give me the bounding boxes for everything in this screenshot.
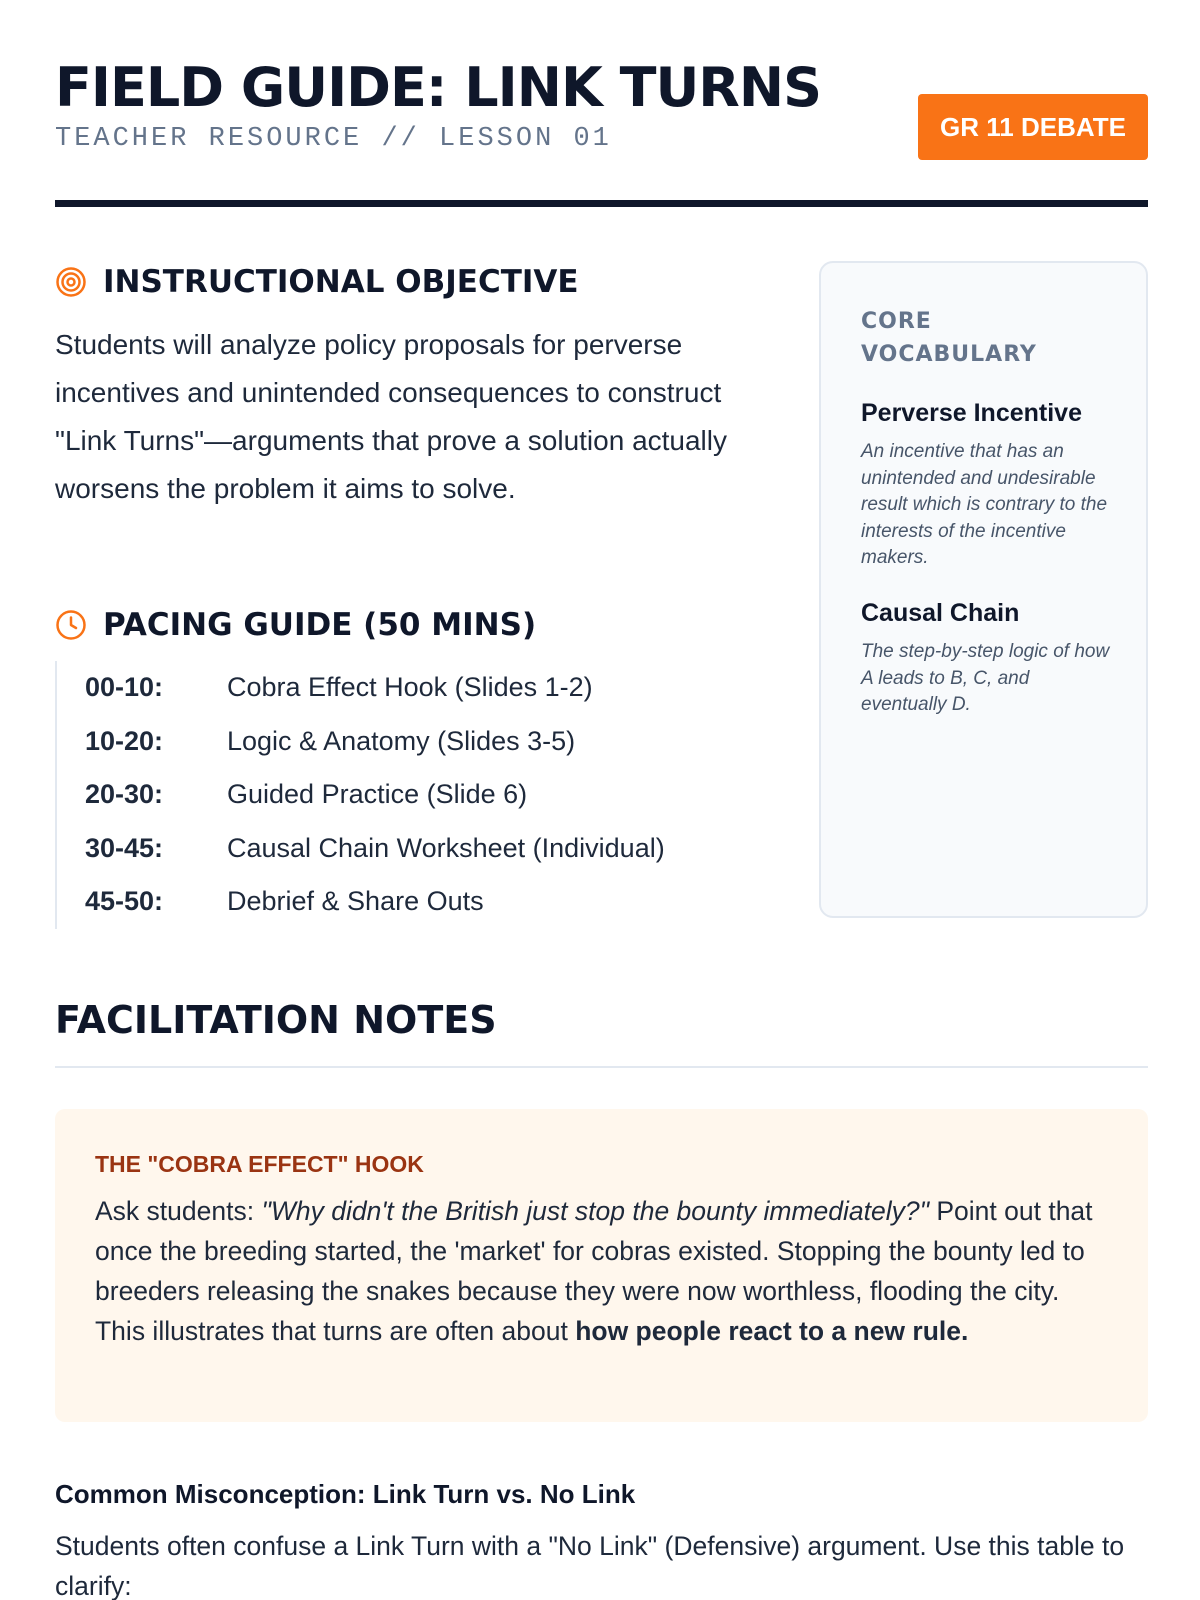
clock-icon [55,609,87,641]
pacing-list [55,661,775,929]
pacing-row [57,715,775,769]
pacing-heading-text: PACING GUIDE (50 MINS) [103,607,537,643]
pacing-row [57,661,775,715]
vocab-definition: The step-by-step logic of how A leads to B, C, and eventually D. [861,641,1110,715]
vocabulary-heading: CORE VOCABULARY [861,309,1037,367]
pacing-time: 10-20: [85,725,164,756]
page-subtitle: TEACHER RESOURCE // LESSON 01 [55,124,612,154]
misconception-text: Students often confuse a Link Turn with a "No Link" (Defensive) argument. Use this table to clarify: [55,1531,1125,1600]
callout-emphasis: how people react to a new rule. [575,1316,969,1346]
pacing-time: 30-45: [85,832,164,863]
vocab-definition: An incentive that has an unintended and undesirable result which is contrary to the interests of the incentive makers. [861,441,1108,568]
pacing-time: 20-30: [85,779,164,810]
notes-divider [55,1066,1148,1068]
vocab-term-perverse-incentive: Perverse Incentive [861,399,1082,427]
header-divider [55,200,1148,207]
pacing-desc: Guided Practice (Slide 6) [227,779,528,810]
pacing-time: 00-10: [85,672,164,703]
pacing-time: 45-50: [85,886,164,917]
cobra-effect-callout [55,1109,1148,1422]
page-title: FIELD GUIDE: LINK TURNS [55,56,821,119]
objective-text: Students will analyze policy proposals for perverse incentives and unintended consequences to construct "Link Turns"—arguments that prove a solution actually worsens the problem it aims to solve. [55,329,727,504]
callout-body: Point out that once the breeding started, the 'market' for cobras existed. Stopping the bounty led to breeders releasing the snakes because they were now worthless, flooding the city. This illustrates that turns are often about [95,1196,1093,1346]
callout-text [95,1191,1115,1351]
facilitation-notes-heading: FACILITATION NOTES [55,998,497,1042]
misconception-heading: Common Misconception: Link Turn vs. No Link [55,1479,636,1509]
pacing-desc: Logic & Anatomy (Slides 3-5) [227,725,576,756]
grade-badge: GR 11 DEBATE [918,94,1148,160]
objective-heading [55,264,579,300]
pacing-desc: Cobra Effect Hook (Slides 1-2) [227,672,593,703]
pacing-desc: Debrief & Share Outs [227,886,484,917]
target-icon [55,266,87,298]
vocab-term-causal-chain: Causal Chain [861,599,1020,627]
pacing-row [57,822,775,876]
objective-heading-text: INSTRUCTIONAL OBJECTIVE [103,264,579,300]
pacing-heading [55,607,536,643]
pacing-row [57,768,775,822]
pacing-row [57,875,775,929]
vocabulary-card [819,261,1148,918]
header [55,55,1148,207]
callout-quote: "Why didn't the British just stop the bounty immediately?" [261,1196,929,1226]
callout-heading: THE "COBRA EFFECT" HOOK [95,1151,424,1177]
callout-lead: Ask students: [95,1196,262,1226]
pacing-desc: Causal Chain Worksheet (Individual) [227,832,665,863]
